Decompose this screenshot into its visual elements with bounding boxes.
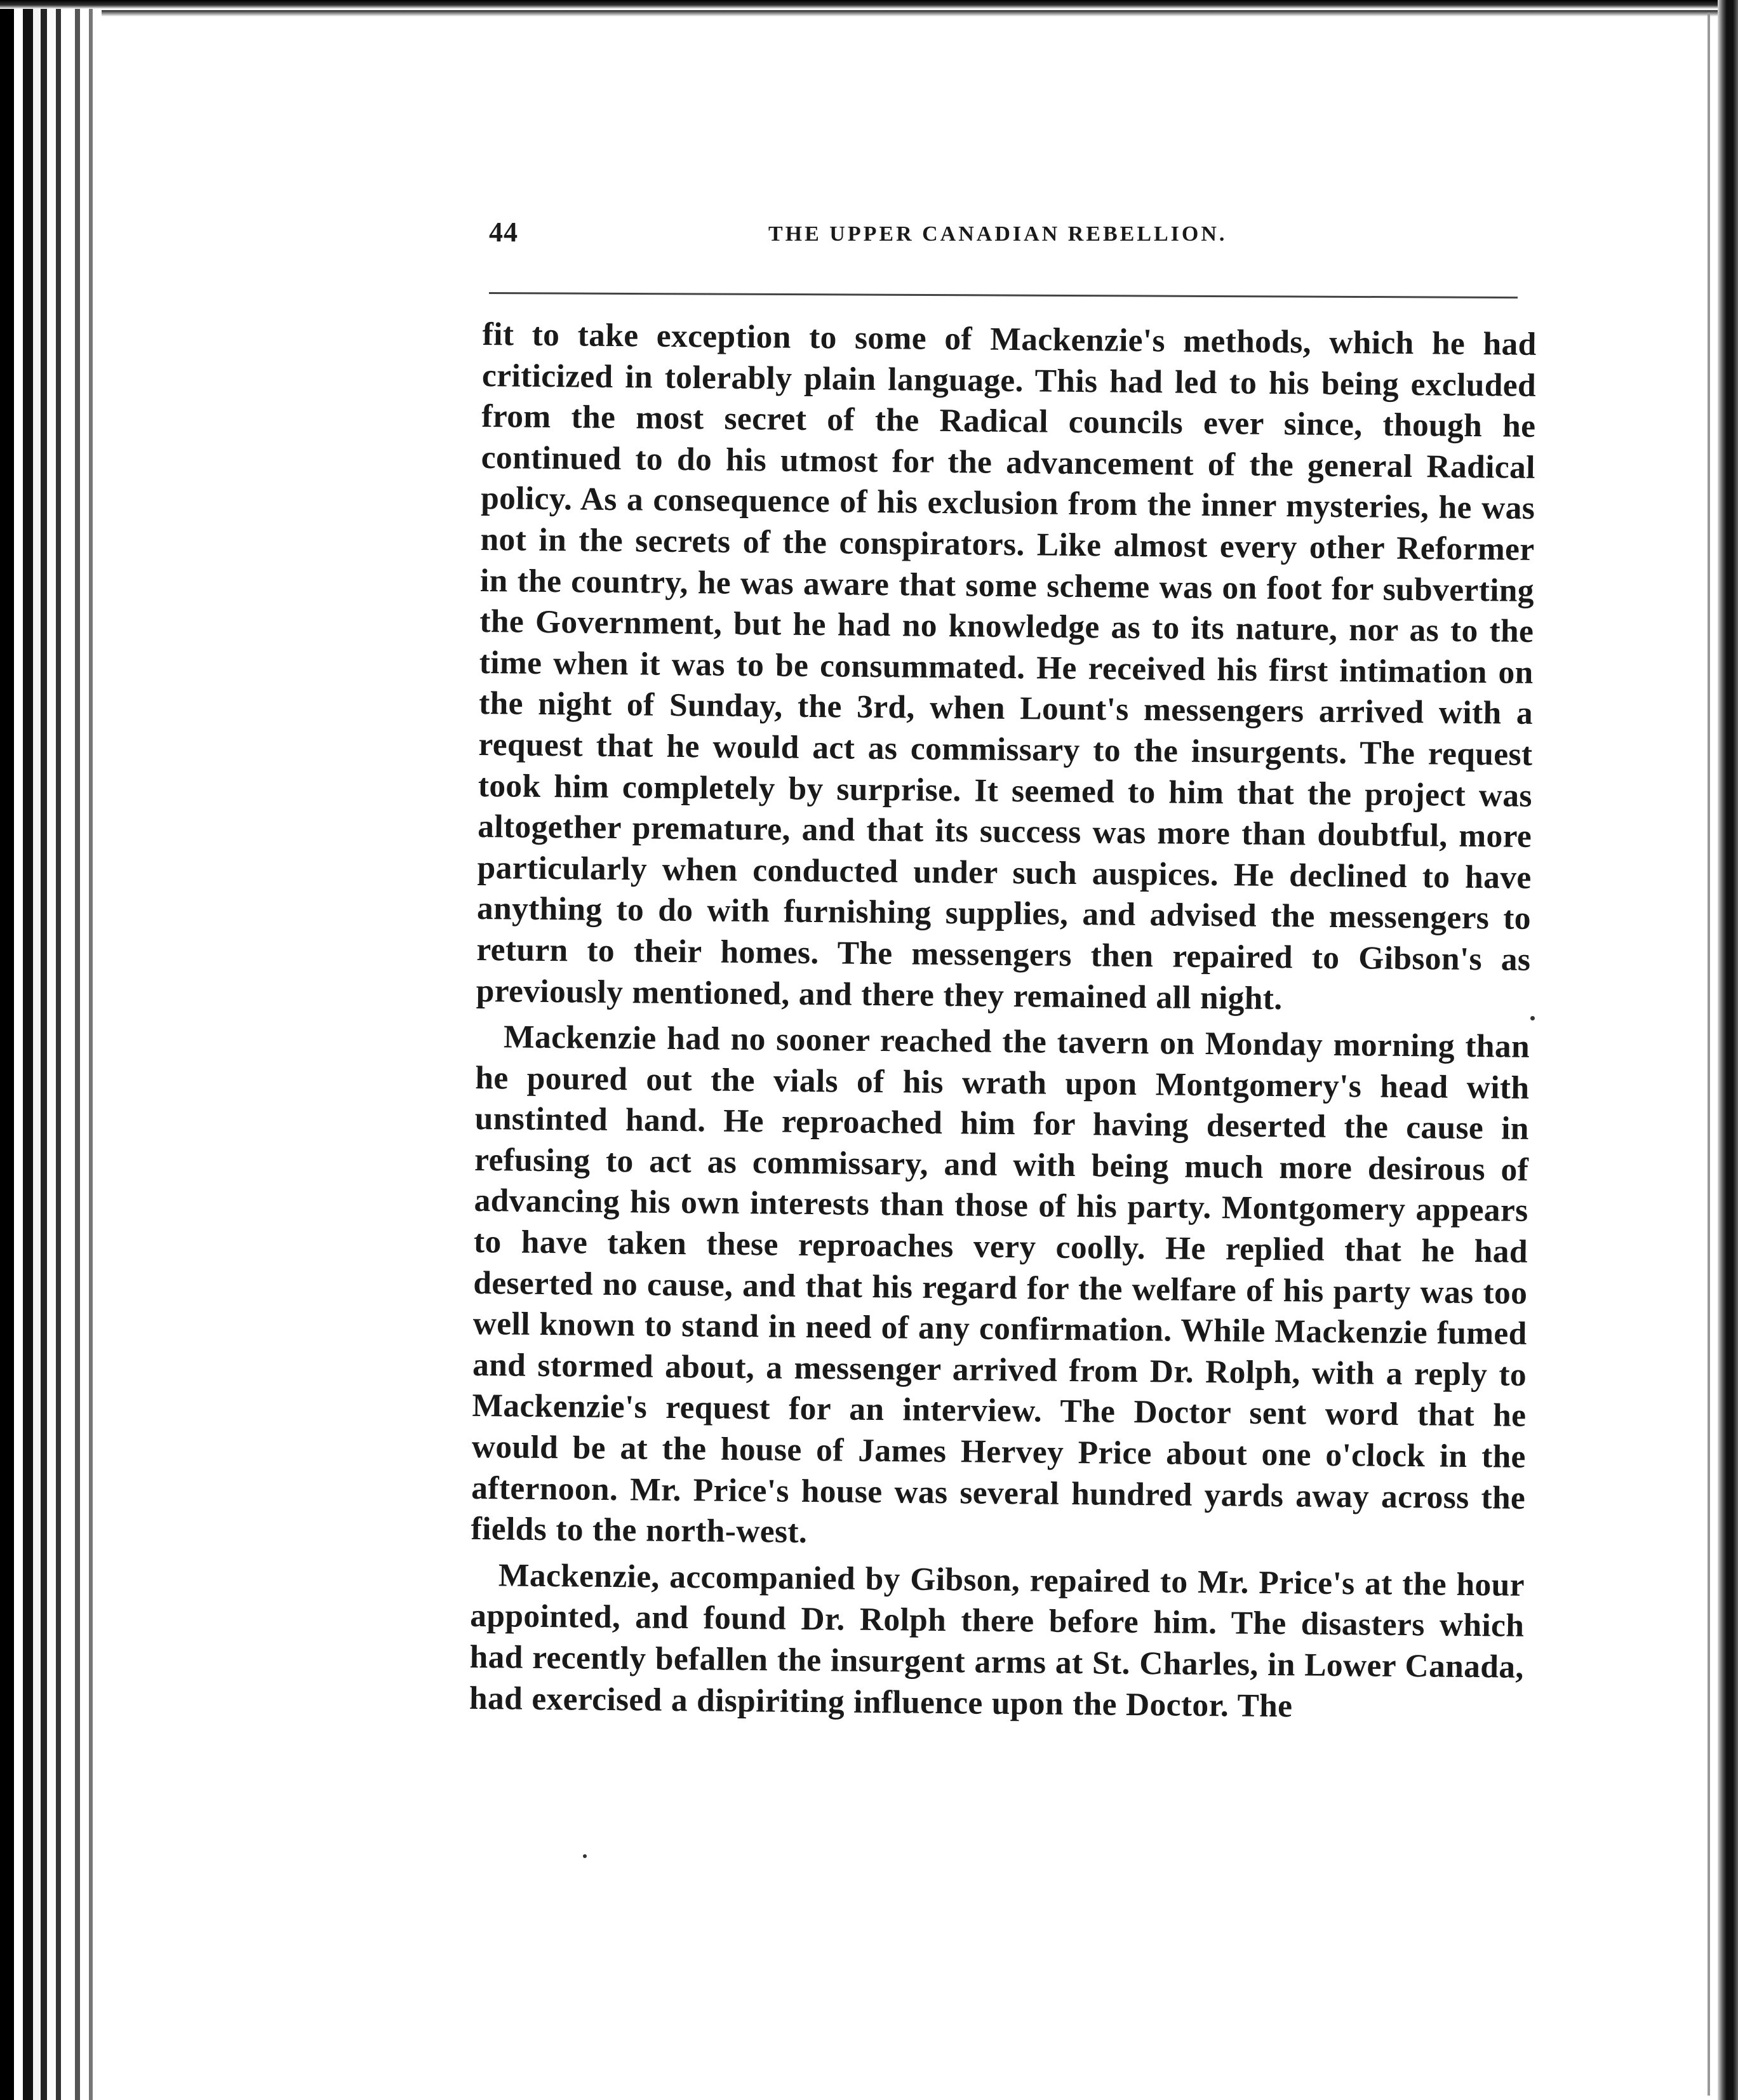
page-content [469, 216, 1537, 1724]
paragraph-2: Mackenzie had no sooner reached the tavern on Monday morning than he poured out the vials of his wrath upon Montgomery's head with unstinted hand. He reproached him for having deserted the cause in refusing to act as commissary, and with being much more desirous of advancing his own interests than those of his party. Montgomery appears to have taken these reproaches very coolly. He replied that he had deserted no cause, and that his regard for the welfare of his party was too well known to stand in need of any confirmation. While Mackenzie fumed and stormed about, a messenger arrived from Dr. Rolph, with a reply to Mackenzie's request for an interview. The Doctor sent word that he would be at the house of James Hervey Price about one o'clock in the afternoon. Mr. Price's house was several hundred yards away across the fields to the north-west. [471, 1019, 1530, 1551]
right-page-line [1708, 13, 1710, 2096]
scan-speck [583, 1854, 587, 1858]
page-number: 44 [489, 217, 518, 248]
top-page-edge [0, 0, 1738, 9]
header-rule [489, 292, 1518, 298]
paragraph-1: fit to take exception to some of Mackenzie's methods, which he had criticized in tolerably plain language. This had led to his being excluded from the most secret of the Radical councils ever since, though he continued to do his utmost for the advancement of the general Radical policy. As a consequence of his exclusion from the inner mysteries, he was not in the secrets of the conspirators. Like almost every other Reformer in the country, he was aware that some scheme was on foot for subverting the Government, but he had no knowledge as to its nature, nor as to the time when it was to be consummated. He received his first intimation on the night of Sunday, the 3rd, when Lount's messengers arrived with a request that he would act as commissary to the insurgents. The request took him completely by surprise. It seemed to him that the project was altogether premature, and that its success was more than doubtful, more particularly when conducted under such auspices. He declined to have anything to do with furnishing supplies, and advised the messengers to return to their homes. The messengers then repaired to Gibson's as previously mentioned, and there they remained all night. [476, 316, 1537, 1017]
scan-speck [1530, 1016, 1535, 1020]
book-binding-edge [0, 0, 108, 2100]
right-page-edge [1718, 0, 1738, 2100]
running-head [483, 216, 1524, 254]
top-page-shadow [102, 10, 1738, 17]
body-text [469, 314, 1537, 1734]
paragraph-3: Mackenzie, accompanied by Gibson, repaired to Mr. Price's at the hour appointed, and found Dr. Rolph there before him. The disasters which had recently befallen the insurgent arms at St. Charles, in Lower Canada, had exercised a dispiriting influence upon the Doctor. The [469, 1557, 1525, 1724]
running-title: THE UPPER CANADIAN REBELLION. [768, 222, 1227, 246]
